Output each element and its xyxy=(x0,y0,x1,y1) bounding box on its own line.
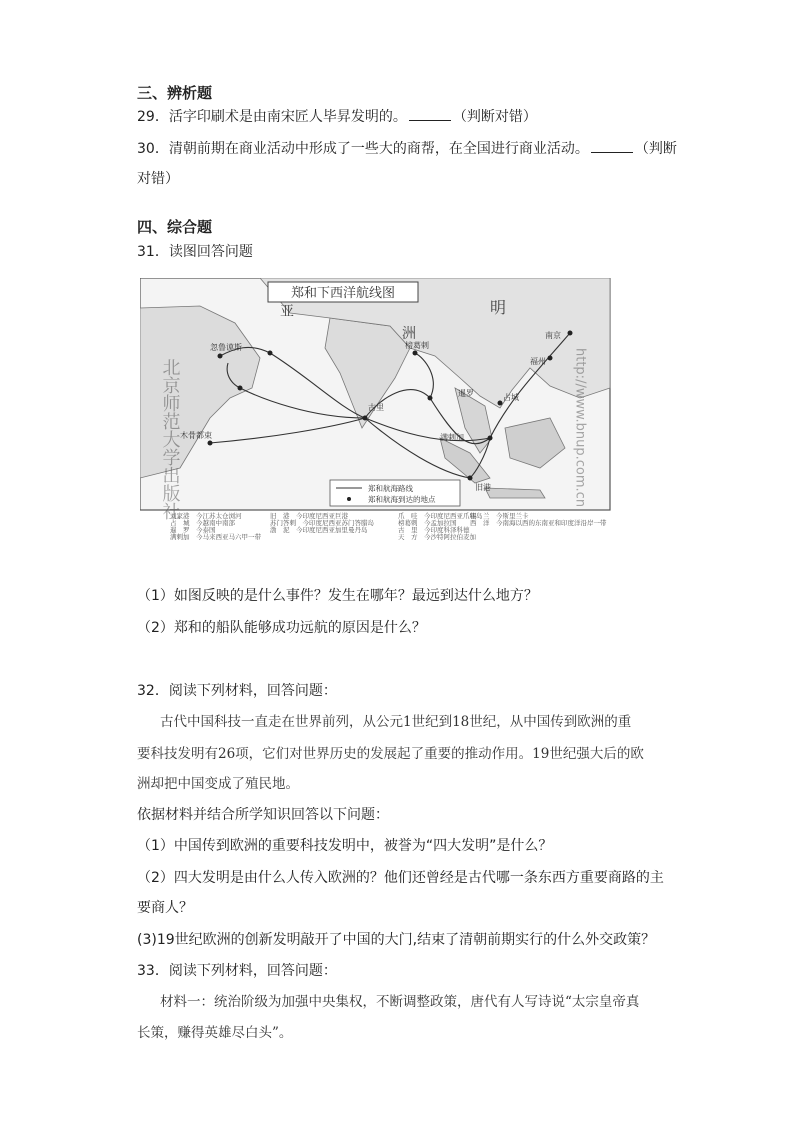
svg-text:锡 兰 今斯里兰卡: 锡 兰 今斯里兰卡 xyxy=(470,512,529,520)
question-32-title: 32．阅读下列材料，回答问题： xyxy=(137,683,337,699)
svg-text:榜葛剌 今孟加拉国: 榜葛剌 今孟加拉国 xyxy=(398,519,457,527)
svg-text:爪 哇 今印度尼西亚爪哇岛: 爪 哇 今印度尼西亚爪哇岛 xyxy=(398,512,483,520)
section-heading-3: 三、辨析题 xyxy=(137,84,213,102)
place-label-1: 福州 xyxy=(530,357,546,366)
url-watermark: http://www.bnup.com.cn xyxy=(572,348,588,508)
map-label-ming: 明 xyxy=(490,298,507,317)
svg-text:天 方 今沙特阿拉伯麦加: 天 方 今沙特阿拉伯麦加 xyxy=(398,533,476,540)
svg-text:苏门答剌 今印度尼西亚苏门答腊岛: 苏门答剌 今印度尼西亚苏门答腊岛 xyxy=(270,519,374,527)
legend-route-label: 郑和航海路线 xyxy=(368,484,413,493)
question-30-text: 30．清朝前期在商业活动中形成了一些大的商帮，在全国进行商业活动。 xyxy=(137,141,589,157)
question-33-material-line1: 材料一：统治阶级为加强中央集权，不断调整政策，唐代有人写诗说“太宗皇帝真 xyxy=(160,994,640,1010)
question-32-sub2-line1: （2）四大发明是由什么人传入欧洲的？他们还曾经是古代哪一条东西方重要商路的主 xyxy=(137,870,664,886)
place-label-7: 满剌加 xyxy=(440,433,464,442)
question-32-sub3: (3)19世纪欧洲的创新发明敲开了中国的大门,结束了清朝前期实行的什么外交政策？ xyxy=(137,932,656,948)
map-label-ya: 亚 xyxy=(280,304,294,320)
question-29 xyxy=(137,108,537,126)
question-29-text: 29．活字印刷术是由南宋匠人毕昇发明的。 xyxy=(137,109,407,125)
question-31-sub1: （1）如图反映的是什么事件？发生在哪年？最远到达什么地方？ xyxy=(137,588,538,604)
question-33-material-line2: 长策，赚得英雄尽白头”。 xyxy=(137,1025,293,1041)
zheng-he-voyage-map xyxy=(140,278,612,540)
map-label-zhou: 洲 xyxy=(402,326,416,342)
question-32-instruction: 依据材料并结合所学知识回答以下问题： xyxy=(137,807,389,823)
place-label-2: 榜葛剌 xyxy=(405,341,429,350)
svg-text:古 里 今印度科泽科德: 古 里 今印度科泽科德 xyxy=(398,526,470,534)
svg-text:渤 泥 今印度尼西亚加里曼丹岛: 渤 泥 今印度尼西亚加里曼丹岛 xyxy=(270,526,368,534)
place-label-3: 古里 xyxy=(368,403,384,412)
legend-point-label: 郑和航海到达的地点 xyxy=(368,495,436,504)
place-label-4: 暹罗 xyxy=(458,389,474,398)
question-32-material-line3: 洲却把中国变成了殖民地。 xyxy=(137,776,299,792)
answer-blank-30[interactable] xyxy=(591,140,633,153)
question-32-material-line2: 要科技发明有26项，它们对世界历史的发展起了重要的推动作用。19世纪强大后的欧 xyxy=(137,746,644,762)
question-32-sub2-line2: 要商人？ xyxy=(137,900,193,916)
svg-text:暹 罗 今泰国: 暹 罗 今泰国 xyxy=(170,526,216,534)
land-java xyxy=(485,488,545,498)
question-33-title: 33．阅读下列材料，回答问题： xyxy=(137,963,337,979)
question-32-material-line1: 古代中国科技一直走在世界前列，从公元1世纪到18世纪，从中国传到欧洲的重 xyxy=(160,714,632,730)
question-32-sub1: （1）中国传到欧洲的重要科技发明中，被誉为“四大发明”是什么？ xyxy=(137,838,553,854)
place-label-5: 占城 xyxy=(503,393,519,402)
question-30-suffix: （判断 xyxy=(634,141,677,157)
place-label-6: 旧港 xyxy=(475,483,491,492)
place-label-8: 木骨都束 xyxy=(180,431,212,440)
question-31-sub2: （2）郑和的船队能够成功远航的原因是什么？ xyxy=(137,620,426,636)
svg-text:旧 港 今印度尼西亚巨港: 旧 港 今印度尼西亚巨港 xyxy=(270,512,348,520)
answer-blank-29[interactable] xyxy=(409,108,451,121)
publisher-watermark: 北京师范大学出版社 xyxy=(159,358,181,520)
place-label-9: 忽鲁谟斯 xyxy=(210,343,242,352)
section-heading-4: 四、综合题 xyxy=(137,218,213,236)
map-title: 郑和下西洋航线图 xyxy=(290,286,396,301)
place-label-0: 南京 xyxy=(545,331,561,340)
question-30 xyxy=(137,140,677,158)
question-29-suffix: （判断对错） xyxy=(452,109,537,125)
question-31-title: 31．读图回答问题 xyxy=(137,244,253,260)
svg-text:占 城 今越南中南部: 占 城 今越南中南部 xyxy=(170,519,235,527)
question-30-suffix-line2: 对错） xyxy=(137,171,179,187)
svg-text:满剌加 今马来西亚马六甲一带: 满剌加 今马来西亚马六甲一带 xyxy=(170,533,261,540)
svg-text:西 洋 今南海以西的东南亚和印度洋沿岸一带: 西 洋 今南海以西的东南亚和印度洋沿岸一带 xyxy=(470,519,607,527)
svg-text:刘家港 今江苏太仓浏河: 刘家港 今江苏太仓浏河 xyxy=(170,512,242,520)
